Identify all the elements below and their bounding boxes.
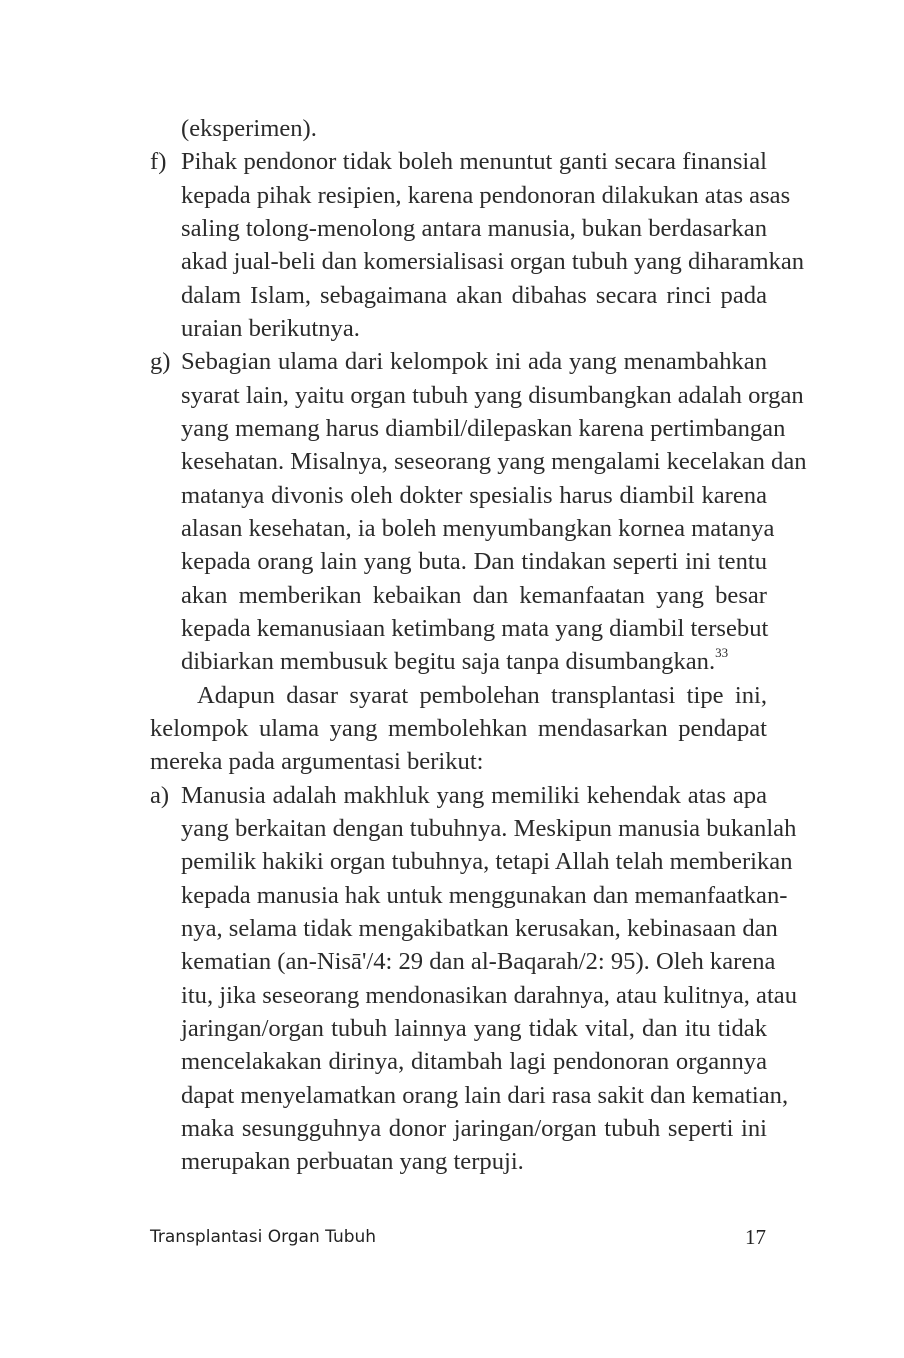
footnote-ref-33: 33	[715, 644, 729, 660]
list-item-a-line-5: nya, selama tidak mengakibatkan kerusakan, kebinasaan dan	[181, 915, 778, 942]
list-item-g-line-10	[181, 644, 729, 677]
list-item-g-line-1: Sebagian ulama dari kelompok ini ada yang menambahkan	[181, 348, 767, 375]
paragraph-line-1: Adapun dasar syarat pembolehan transplantasi tipe ini,	[197, 682, 767, 709]
list-item-a-line-9: mencelakakan dirinya, ditambah lagi pendonoran organnya	[181, 1048, 767, 1075]
list-item-f-line-1: Pihak pendonor tidak boleh menuntut ganti secara finansial	[181, 148, 767, 175]
list-item-g-line-5: matanya divonis oleh dokter spesialis harus diambil karena	[181, 482, 767, 509]
list-marker-a: a)	[150, 782, 170, 809]
list-item-a-line-3: pemilik hakiki organ tubuhnya, tetapi Allah telah memberikan	[181, 848, 793, 875]
list-item-f-line-3: saling tolong-menolong antara manusia, bukan berdasarkan	[181, 215, 767, 242]
list-item-f-line-6: uraian berikutnya.	[181, 315, 360, 342]
list-item-a-line-10: dapat menyelamatkan orang lain dari rasa sakit dan kematian,	[181, 1082, 789, 1109]
list-item-g-line-9: kepada kemanusiaan ketimbang mata yang diambil tersebut	[181, 615, 769, 642]
list-item-g-line-10-text: dibiarkan membusuk begitu saja tanpa disumbangkan.	[181, 648, 716, 675]
list-item-g-line-4: kesehatan. Misalnya, seseorang yang mengalami kecelakan dan	[181, 448, 807, 475]
page-number: 17	[745, 1225, 766, 1249]
list-item-a-line-7: itu, jika seseorang mendonasikan darahnya, atau kulitnya, atau	[181, 982, 798, 1009]
paragraph-line-2: kelompok ulama yang membolehkan mendasarkan pendapat	[150, 715, 767, 742]
list-item-a-line-11: maka sesungguhnya donor jaringan/organ tubuh seperti ini	[181, 1115, 767, 1142]
list-item-a-line-1: Manusia adalah makhluk yang memiliki kehendak atas apa	[181, 782, 767, 809]
list-marker-g: g)	[150, 348, 171, 375]
list-item-f-line-4: akad jual-beli dan komersialisasi organ tubuh yang diharamkan	[181, 248, 805, 275]
list-item-f-line-2: kepada pihak resipien, karena pendonoran dilakukan atas asas	[181, 182, 791, 209]
list-item-a-line-12: merupakan perbuatan yang terpuji.	[181, 1148, 524, 1175]
list-item-g-line-3: yang memang harus diambil/dilepaskan karena pertimbangan	[181, 415, 786, 442]
list-item-a-line-2: yang berkaitan dengan tubuhnya. Meskipun manusia bukanlah	[181, 815, 797, 842]
list-item-g-line-2: syarat lain, yaitu organ tubuh yang disumbangkan adalah organ	[181, 382, 804, 409]
list-item-f-line-5: dalam Islam, sebagaimana akan dibahas secara rinci pada	[181, 282, 767, 309]
running-footer-title: Transplantasi Organ Tubuh	[150, 1227, 377, 1247]
paragraph-line-3: mereka pada argumentasi berikut:	[150, 748, 484, 775]
list-item-g-line-8: akan memberikan kebaikan dan kemanfaatan yang besar	[181, 582, 767, 609]
list-item-g-line-7: kepada orang lain yang buta. Dan tindakan seperti ini tentu	[181, 548, 767, 575]
list-item-a-line-6: kematian (an-Nisā'/4: 29 dan al-Baqarah/2: 95). Oleh karena	[181, 948, 776, 975]
list-item-g-line-6: alasan kesehatan, ia boleh menyumbangkan kornea matanya	[181, 515, 775, 542]
list-item-a-line-8: jaringan/organ tubuh lainnya yang tidak vital, dan itu tidak	[181, 1015, 767, 1042]
list-marker-f: f)	[150, 148, 167, 175]
list-item-a-line-4: kepada manusia hak untuk menggunakan dan memanfaatkan-	[181, 882, 788, 909]
intro-continuation: (eksperimen).	[181, 115, 317, 142]
